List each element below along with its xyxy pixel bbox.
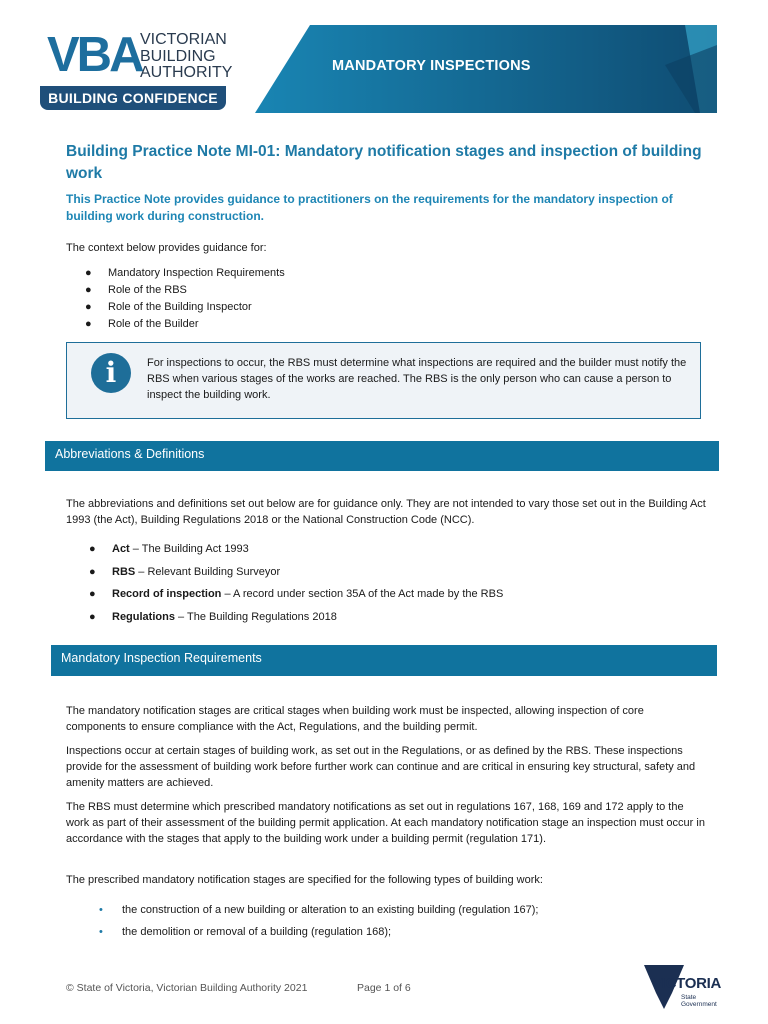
paragraph: The mandatory notification stages are critical stages when building work must be inspected, allowing inspection of core components to ensure compliance with the Act, Regulations, and the building permit. (66, 705, 644, 733)
list-item: ● Role of the Building Inspector (85, 301, 252, 313)
header-title: MANDATORY INSPECTIONS (332, 58, 531, 74)
abbreviations-list (89, 538, 504, 628)
list-item: • the construction of a new building or alteration to an existing building (regulation 167); (99, 904, 539, 916)
info-icon: i (91, 353, 131, 393)
document-subtitle: This Practice Note provides guidance to practitioners on the requirements for the mandatory inspection of building work during construction. (66, 192, 673, 223)
vba-logo (40, 28, 233, 112)
paragraph: The prescribed mandatory notification stages are specified for the following types of building work: (66, 874, 543, 886)
list-item: ● Act – The Building Act 1993 (89, 543, 249, 555)
logo-org-name: VICTORIAN BUILDING AUTHORITY (140, 31, 233, 81)
list-item: ● Regulations – The Building Regulations 2018 (89, 610, 337, 623)
paragraph: Inspections occur at certain stages of building work, as set out in the Regulations, or as defined by the RBS. These inspections provide for the assessment of building work before further work can continue and are critical in ensuring key structural, safety and amenity matters are achieved. (66, 745, 696, 789)
section-heading-requirements: Mandatory Inspection Requirements (51, 645, 717, 676)
list-item: • the demolition or removal of a building (regulation 168); (99, 926, 392, 938)
logo-tagline: BUILDING CONFIDENCE (40, 86, 226, 110)
context-list (85, 265, 285, 333)
list-item: ● Role of the RBS (85, 284, 187, 296)
abbreviations-intro: The abbreviations and definitions set out below are for guidance only. They are not intended to vary those set out in the Building Act 1993 (the Act), Building Regulations 2018 or the National Construction Code (NCC). (66, 498, 706, 526)
document-title: Building Practice Note MI-01: Mandatory notification stages and inspection of building work (66, 143, 702, 182)
list-item: ● RBS – Relevant Building Surveyor (89, 565, 281, 578)
context-intro: The context below provides guidance for: (66, 242, 267, 254)
logo-letters: VBA (47, 28, 142, 82)
paragraph: The RBS must determine which prescribed mandatory notifications as set out in regulations 167, 168, 169 and 172 apply to the work as part of their assessment of the building permit application. At each mandatory notification stage an inspection must occur in accordance with the stages that apply to the building work under a building permit (regulation 171). (66, 801, 705, 845)
section-heading-abbreviations: Abbreviations & Definitions (45, 441, 719, 471)
work-types-list (99, 899, 539, 943)
list-item: ● Mandatory Inspection Requirements (85, 267, 285, 279)
victoria-government-logo: VICTORIA State Government (644, 963, 724, 1017)
list-item: ● Role of the Builder (85, 318, 199, 330)
footer-page-number: Page 1 of 6 (357, 982, 411, 994)
list-item: ● Record of inspection – A record under section 35A of the Act made by the RBS (89, 588, 504, 600)
footer-copyright: © State of Victoria, Victorian Building Authority 2021 (66, 982, 308, 994)
info-box-text: For inspections to occur, the RBS must determine what inspections are required and the builder must notify the RBS when various stages of the works are reached. The RBS is the only person who can cause a person to inspect the building work. (147, 357, 687, 401)
